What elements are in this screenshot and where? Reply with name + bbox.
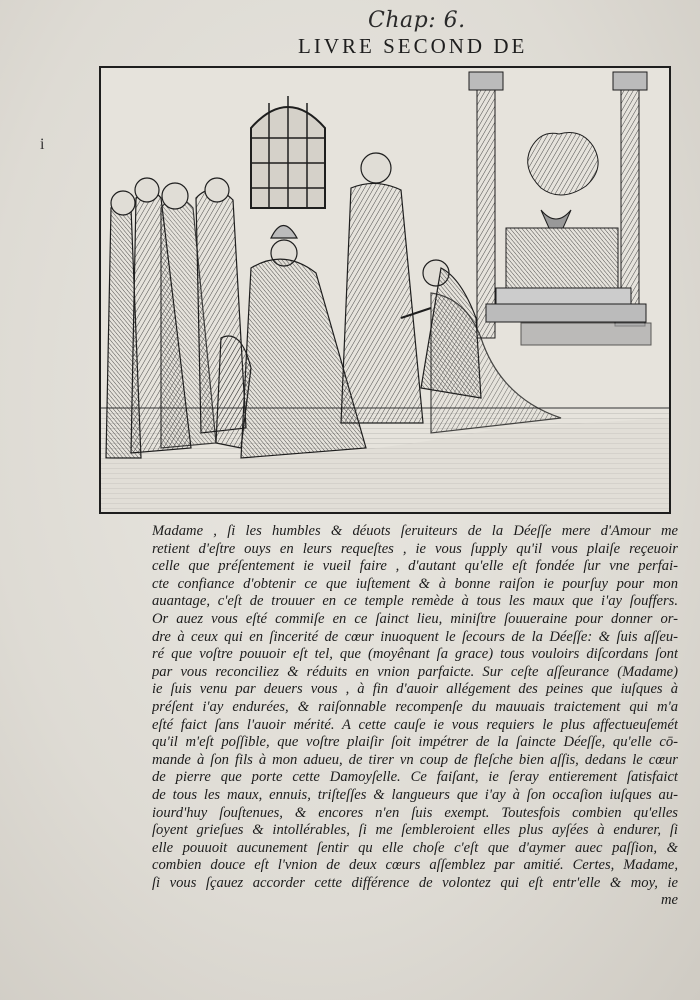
catchword: me <box>660 892 678 909</box>
text-line: ie ſuis venu par deuers vous , à fin d'auoir allégement des peines que iuſques à <box>152 681 678 698</box>
woodcut-illustration <box>99 66 671 514</box>
text-line: iourd'huy ſouſtenues, & encores n'en ſuis exempt. Toutesfois combien qu'elles <box>152 804 678 821</box>
text-line: préſent i'ay endurées, & raiſonnable recompenſe du mauuais traictement qui m'a <box>152 698 678 715</box>
text-line: auantage, c'eſt de trouuer en ce temple remède à tous les maux que i'ay ſouffers. <box>152 593 678 610</box>
text-line: de tous les maux, ennuis, triſteſſes & langueurs que i'ay à ſon occaſion iuſques au- <box>152 786 678 803</box>
text-line: combien douce eſt l'vnion de deux cœurs aſſemblez par amitié. Certes, Madame, <box>152 857 678 874</box>
text-line: mande à ſon fils à mon adueu, de tirer vn coup de fleſche bien aſſis, dedans le cœur <box>152 751 678 768</box>
text-line: retient d'eſtre ouys en leurs requeſtes , ie vous ſupply qu'il vous plaiſe reçeuoir <box>152 540 678 557</box>
text-line: eſté faict ſans l'auoir mérité. A cette cauſe ie vous requiers le plus affectueuſemét <box>152 716 678 733</box>
margin-mark: i <box>40 136 45 153</box>
text-line: celle que préſentement ie vueil faire , d'autant qu'elle eſt fondée ſur vne perfai- <box>152 558 678 575</box>
body-text <box>152 523 678 910</box>
text-line: elle pouuoit aucunement ſentir qu elle choſe c'eſt que d'aymer auec paſſion, & <box>152 839 678 856</box>
text-line: cte confiance d'obtenir ce que iuſtement & à bonne raiſon ie pourſuy pour mon <box>152 575 678 592</box>
text-line: Madame , ſi les humbles & déuots ſeruiteurs de la Déeſſe mere d'Amour me <box>152 523 678 539</box>
text-line: qu'il m'eſt poſſible, que voſtre plaiſir ſoit impétrer de la ſaincte Déeſſe, qu'elle cō- <box>152 734 678 751</box>
text-line: ré que voſtre pouuoir eſt tel, que (moyênant ſa grace) tous vouloirs diſcordans ſont <box>152 646 678 663</box>
handwritten-chapter-note: Chap: 6. <box>368 8 466 33</box>
running-head: LIVRE SECOND DE <box>298 34 528 58</box>
text-line: Or auez vous eſté commiſe en ce ſainct lieu, miniſtre ſouueraine pour donner or- <box>152 610 678 627</box>
text-line: de pierre que porte cette Damoyſelle. Ce faiſant, ie ſeray entierement ſatisfaict <box>152 769 678 786</box>
text-line: ſoyent grieſues & intollérables, ſi me ſembleroient elles plus ayſées à endurer, ſi <box>152 822 678 839</box>
woodcut-illustration-icon <box>101 68 669 512</box>
text-line: par vous reconciliez & réduits en vnion parfaicte. Sur ceſte aſſeurance (Madame) <box>152 663 678 680</box>
text-line: dre à ceux qui en ſincerité de cœur inuoquent le ſecours de la Déeſſe: & ſuis aſſeu- <box>152 628 678 645</box>
text-line: ſi vous ſçauez accorder cette différence de volontez qui eſt entr'elle & moy, ie <box>152 874 678 891</box>
